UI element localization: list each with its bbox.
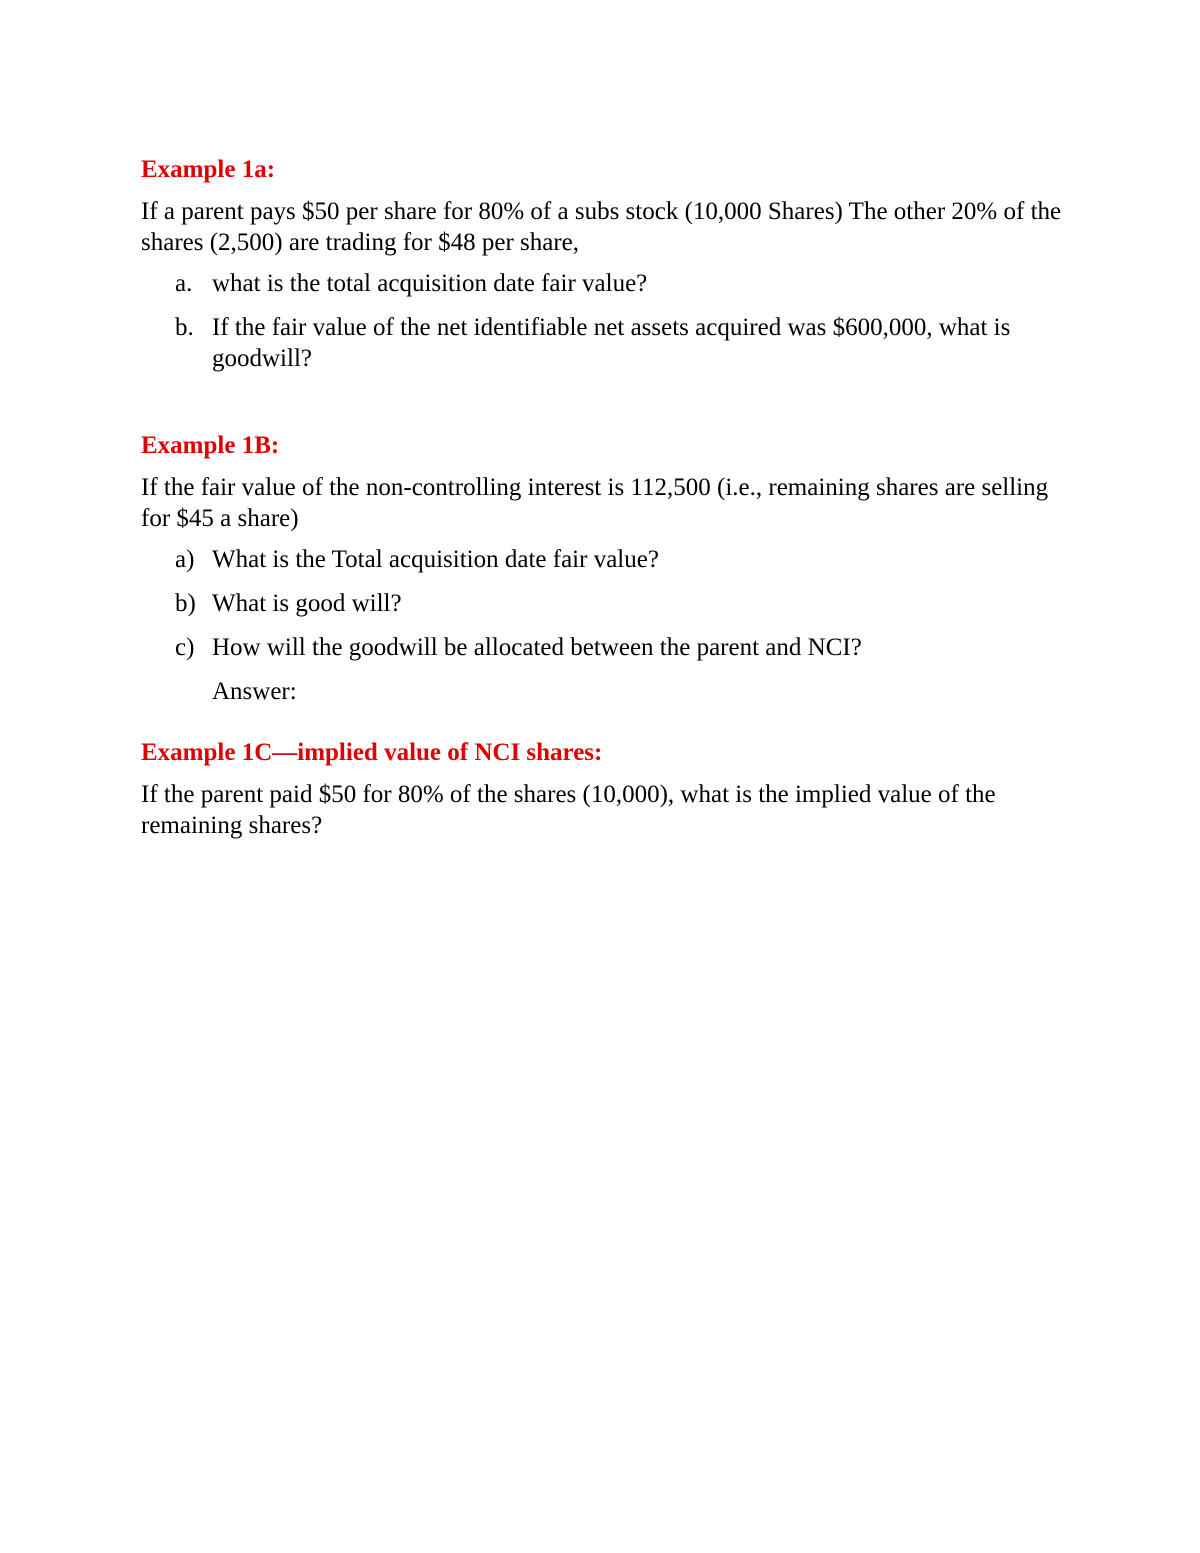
example-1b-body: If the fair value of the non-controlling interest is 112,500 (i.e., remaining shares are selling for $45 a share) [141,474,1049,532]
list-item [141,268,1080,299]
list-marker: b. [175,314,194,341]
list-marker: c) [175,634,195,661]
example-1b-heading: Example 1B: [141,432,280,459]
list-item [141,632,1080,663]
list-marker: b) [175,590,196,617]
question-text: what is the total acquisition date fair value? [212,270,648,297]
question-text: What is the Total acquisition date fair value? [212,546,659,573]
list-marker: a. [175,270,193,297]
example-1c-heading: Example 1C—implied value of NCI shares: [141,739,603,766]
example-1a-heading: Example 1a: [141,156,276,183]
example-1b-questions [141,544,1080,663]
example-1a-questions [141,268,1080,374]
question-text: What is good will? [212,590,402,617]
list-item [141,588,1080,619]
example-1a-body: If a parent pays $50 per share for 80% of a subs stock (10,000 Shares) The other 20% of the shares (2,500) are trading for $48 per share, [141,198,1062,256]
list-marker: a) [175,546,195,573]
example-1c-body: If the parent paid $50 for 80% of the shares (10,000), what is the implied value of the remaining shares? [141,781,996,839]
question-text: How will the goodwill be allocated between the parent and NCI? [212,634,862,661]
list-item [141,312,1080,374]
list-item [141,544,1080,575]
example-1a-section [141,154,1080,374]
example-1c-section [141,737,1080,841]
question-text: If the fair value of the net identifiable net assets acquired was $600,000, what is goodwill? [212,314,1011,372]
example-1b-section [141,430,1080,707]
answer-label: Answer: [212,678,297,705]
